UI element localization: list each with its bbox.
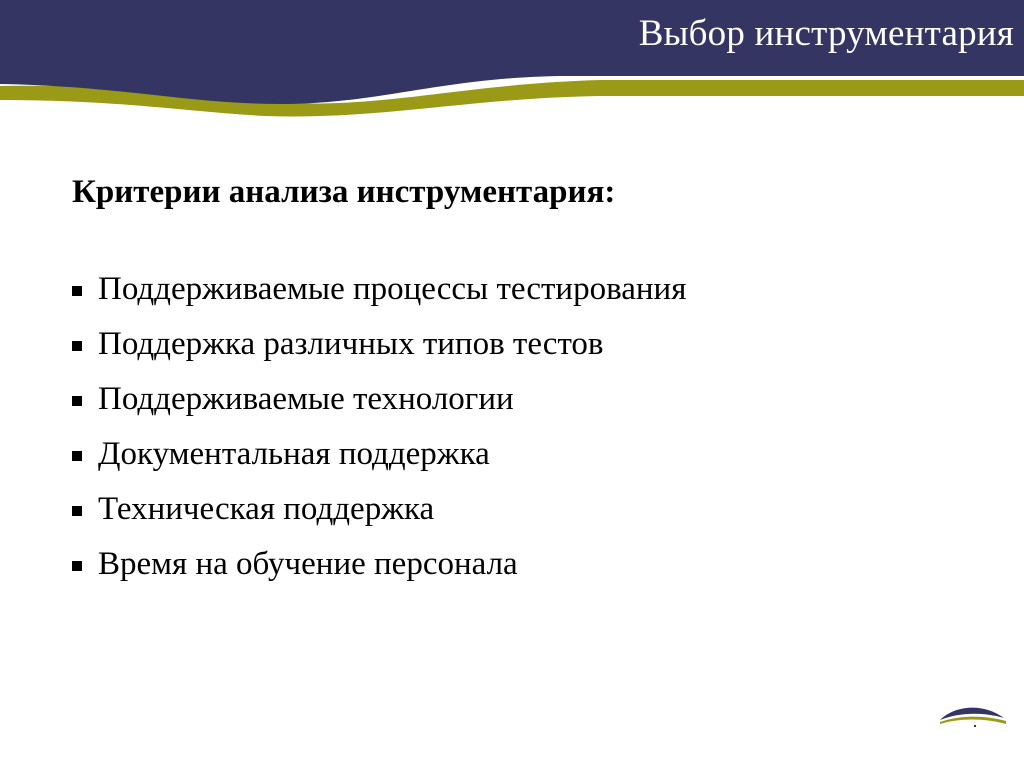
square-bullet-icon bbox=[72, 396, 82, 406]
list-item-text: Поддерживаемые процессы тестирования bbox=[98, 271, 687, 307]
list-item bbox=[72, 317, 686, 372]
list-item bbox=[72, 482, 686, 537]
square-bullet-icon bbox=[72, 286, 82, 296]
section-heading: Критерии анализа инструментария: bbox=[72, 174, 616, 210]
list-item-text: Техническая поддержка bbox=[98, 491, 435, 527]
list-item-text: Документальная поддержка bbox=[98, 436, 490, 472]
list-item bbox=[72, 372, 686, 427]
slide-title: Выбор инструментария bbox=[638, 13, 1014, 54]
list-item bbox=[72, 427, 686, 482]
square-bullet-icon bbox=[72, 341, 82, 351]
list-item-text: Время на обучение персонала bbox=[98, 546, 518, 582]
criteria-list bbox=[72, 262, 686, 592]
list-item bbox=[72, 262, 686, 317]
square-bullet-icon bbox=[72, 451, 82, 461]
arc-logo-icon bbox=[938, 700, 1010, 730]
list-item-text: Поддержка различных типов тестов bbox=[98, 326, 604, 362]
square-bullet-icon bbox=[72, 561, 82, 571]
list-item-text: Поддерживаемые технологии bbox=[98, 381, 514, 417]
list-item bbox=[72, 537, 686, 592]
square-bullet-icon bbox=[72, 506, 82, 516]
